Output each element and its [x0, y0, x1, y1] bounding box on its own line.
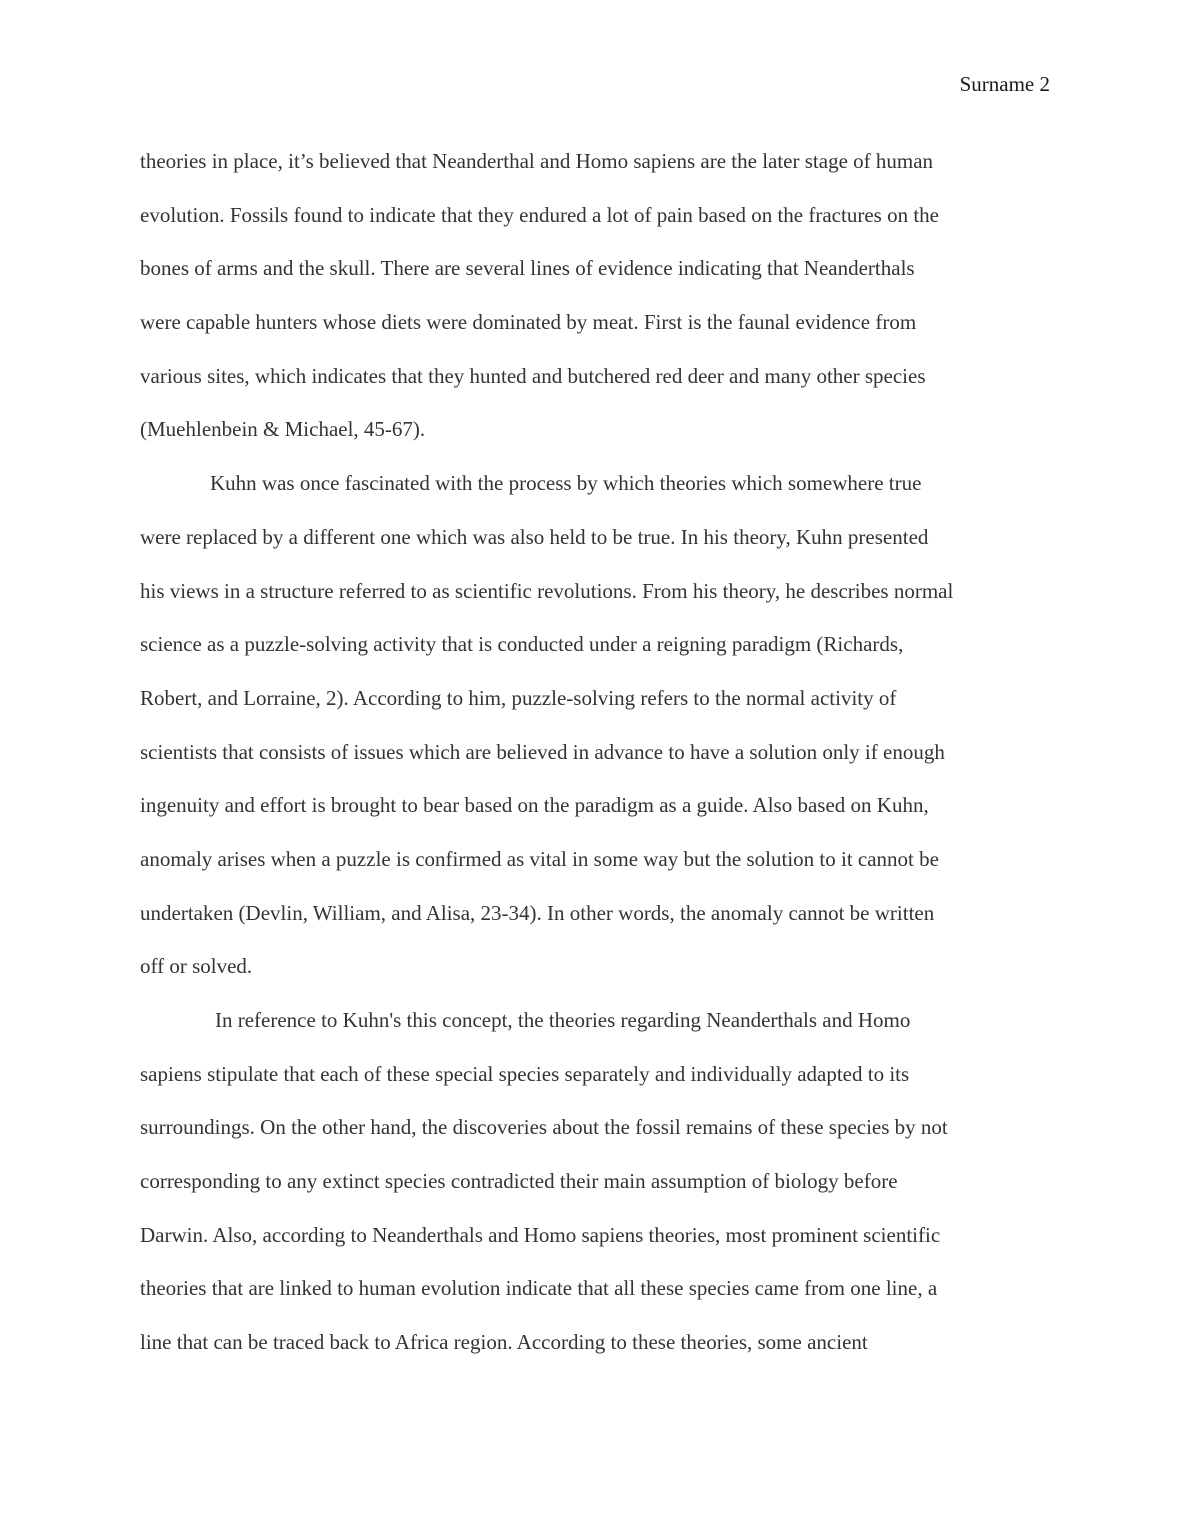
text-line: In reference to Kuhn's this concept, the theories regarding Neanderthals and Homo [215, 1008, 911, 1032]
paragraph-3 [140, 994, 1060, 1370]
text-line: were capable hunters whose diets were dominated by meat. First is the faunal evidence from [140, 310, 917, 335]
text-line: surroundings. On the other hand, the discoveries about the fossil remains of these species by not [140, 1115, 948, 1140]
text-line: various sites, which indicates that they hunted and butchered red deer and many other species [140, 363, 926, 388]
text-line: Darwin. Also, according to Neanderthals and Homo sapiens theories, most prominent scientific [140, 1222, 941, 1247]
document-body [140, 135, 1060, 1370]
text-line: off or solved. [140, 954, 253, 979]
text-line: bones of arms and the skull. There are several lines of evidence indicating that Neanderthals [140, 256, 915, 281]
text-line: theories that are linked to human evolution indicate that all these species came from one line, a [140, 1276, 938, 1301]
text-line: science as a puzzle-solving activity that is conducted under a reigning paradigm (Richards, [140, 632, 904, 657]
text-line: line that can be traced back to Africa region. According to these theories, some ancient [140, 1330, 868, 1355]
text-line: scientists that consists of issues which are believed in advance to have a solution only if enough [140, 739, 945, 764]
text-line: Kuhn was once fascinated with the process by which theories which somewhere true [210, 471, 922, 496]
text-line: theories in place, it’s believed that Neanderthal and Homo sapiens are the later stage of human [140, 149, 934, 173]
text-line: his views in a structure referred to as scientific revolutions. From his theory, he describes normal [140, 578, 954, 603]
text-line: (Muehlenbein & Michael, 45-67). [140, 417, 426, 442]
running-head: Surname 2 [959, 72, 1050, 96]
paragraph-1 [140, 135, 1060, 457]
text-line: corresponding to any extinct species contradicted their main assumption of biology before [140, 1169, 898, 1194]
paragraph-2 [140, 457, 1060, 994]
text-line: sapiens stipulate that each of these special species separately and individually adapted to its [140, 1061, 910, 1086]
text-line: were replaced by a different one which was also held to be true. In his theory, Kuhn presented [140, 524, 929, 549]
text-line: Robert, and Lorraine, 2). According to him, puzzle-solving refers to the normal activity of [140, 685, 897, 710]
text-line: undertaken (Devlin, William, and Alisa, 23-34). In other words, the anomaly cannot be written [140, 900, 935, 925]
text-line: anomaly arises when a puzzle is confirmed as vital in some way but the solution to it cannot be [140, 846, 939, 871]
text-line: evolution. Fossils found to indicate that they endured a lot of pain based on the fractures on the [140, 202, 939, 227]
text-line: ingenuity and effort is brought to bear based on the paradigm as a guide. Also based on Kuhn, [140, 793, 929, 818]
